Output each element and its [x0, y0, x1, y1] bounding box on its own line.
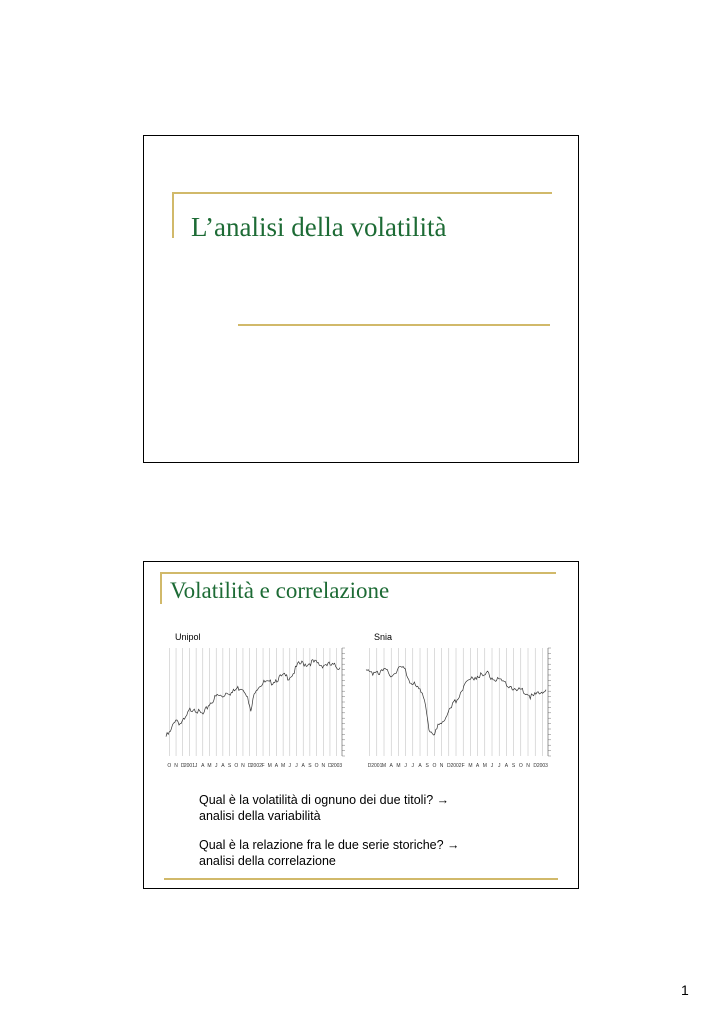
chart-label-snia: Snia [374, 632, 393, 642]
bottom-rule [164, 878, 558, 880]
x-tick-label: A [201, 763, 205, 769]
x-tick-label: M [207, 763, 212, 769]
content-slide [143, 561, 579, 889]
top-rule [172, 192, 552, 194]
x-tick-label: 2002 [450, 763, 462, 769]
x-tick-label: M [468, 763, 473, 769]
unipol-chart [164, 646, 354, 774]
x-tick-label: D [367, 763, 372, 769]
x-tick-label: S [308, 763, 312, 769]
x-tick-label: D [446, 763, 451, 769]
title-slide [143, 135, 579, 463]
price-line [166, 660, 340, 737]
x-tick-label: A [475, 763, 480, 769]
x-tick-label: 2001 [371, 763, 383, 769]
slide-title: Volatilità e correlazione [170, 578, 390, 603]
x-tick-label: S [511, 763, 516, 769]
x-tick-label: M [396, 763, 401, 769]
bottom-rule [238, 324, 550, 326]
question-item [199, 837, 559, 869]
x-tick-label: A [504, 763, 509, 769]
page-number: 1 [681, 982, 689, 998]
x-tick-label: N [321, 763, 326, 769]
x-tick-label: J [497, 763, 501, 769]
x-tick-label: D [247, 763, 252, 769]
x-tick-label: O [518, 763, 523, 769]
chart-label-unipol: Unipol [175, 632, 201, 642]
x-tick-label: J [490, 763, 494, 769]
x-tick-label: J [214, 763, 218, 769]
x-tick-label: F [261, 763, 265, 769]
left-rule [172, 192, 174, 238]
question-text: Qual è la relazione fra le due serie storiche? → [199, 838, 460, 852]
x-tick-label: O [314, 763, 319, 769]
x-tick-label: M [482, 763, 487, 769]
x-tick-label: O [432, 763, 437, 769]
question-text: Qual è la volatilità di ognuno dei due titoli? → [199, 793, 450, 807]
question-sub: analisi della variabilità [199, 809, 321, 823]
x-tick-label: D [328, 763, 332, 769]
x-tick-label: S [227, 763, 232, 769]
x-tick-label: N [439, 763, 444, 769]
x-tick-label: 2003 [331, 763, 343, 769]
x-tick-label: J [411, 763, 415, 769]
x-tick-label: A [418, 763, 422, 769]
x-tick-label: N [526, 763, 530, 769]
x-tick-label: O [167, 763, 172, 769]
x-tick-label: A [389, 763, 393, 769]
x-tick-label: F [461, 763, 465, 769]
top-rule [160, 572, 556, 574]
x-tick-label: J [404, 763, 407, 769]
x-tick-label: M [281, 763, 286, 769]
x-tick-label: J [288, 763, 292, 769]
x-tick-label: D [180, 763, 185, 769]
question-list [199, 792, 559, 882]
x-tick-label: O [234, 763, 239, 769]
x-tick-label: M [267, 763, 272, 769]
x-tick-label: A [301, 763, 305, 769]
question-sub: analisi della correlazione [199, 854, 336, 868]
x-tick-label: 2001 [183, 763, 195, 769]
x-tick-label: A [274, 763, 279, 769]
x-tick-label: 2002 [250, 763, 262, 769]
x-tick-label: D [533, 763, 538, 769]
slide-title: L’analisi della volatilità [191, 212, 447, 242]
x-tick-label: 2003 [536, 763, 548, 769]
x-tick-label: N [174, 763, 178, 769]
x-tick-label: N [241, 763, 245, 769]
x-tick-label: J [295, 763, 298, 769]
left-rule [160, 572, 162, 604]
x-tick-label: J [194, 763, 198, 769]
x-tick-label: A [221, 763, 225, 769]
x-tick-label: S [425, 763, 429, 769]
x-tick-label: M [381, 763, 387, 769]
question-item [199, 792, 559, 824]
snia-chart [364, 646, 560, 774]
